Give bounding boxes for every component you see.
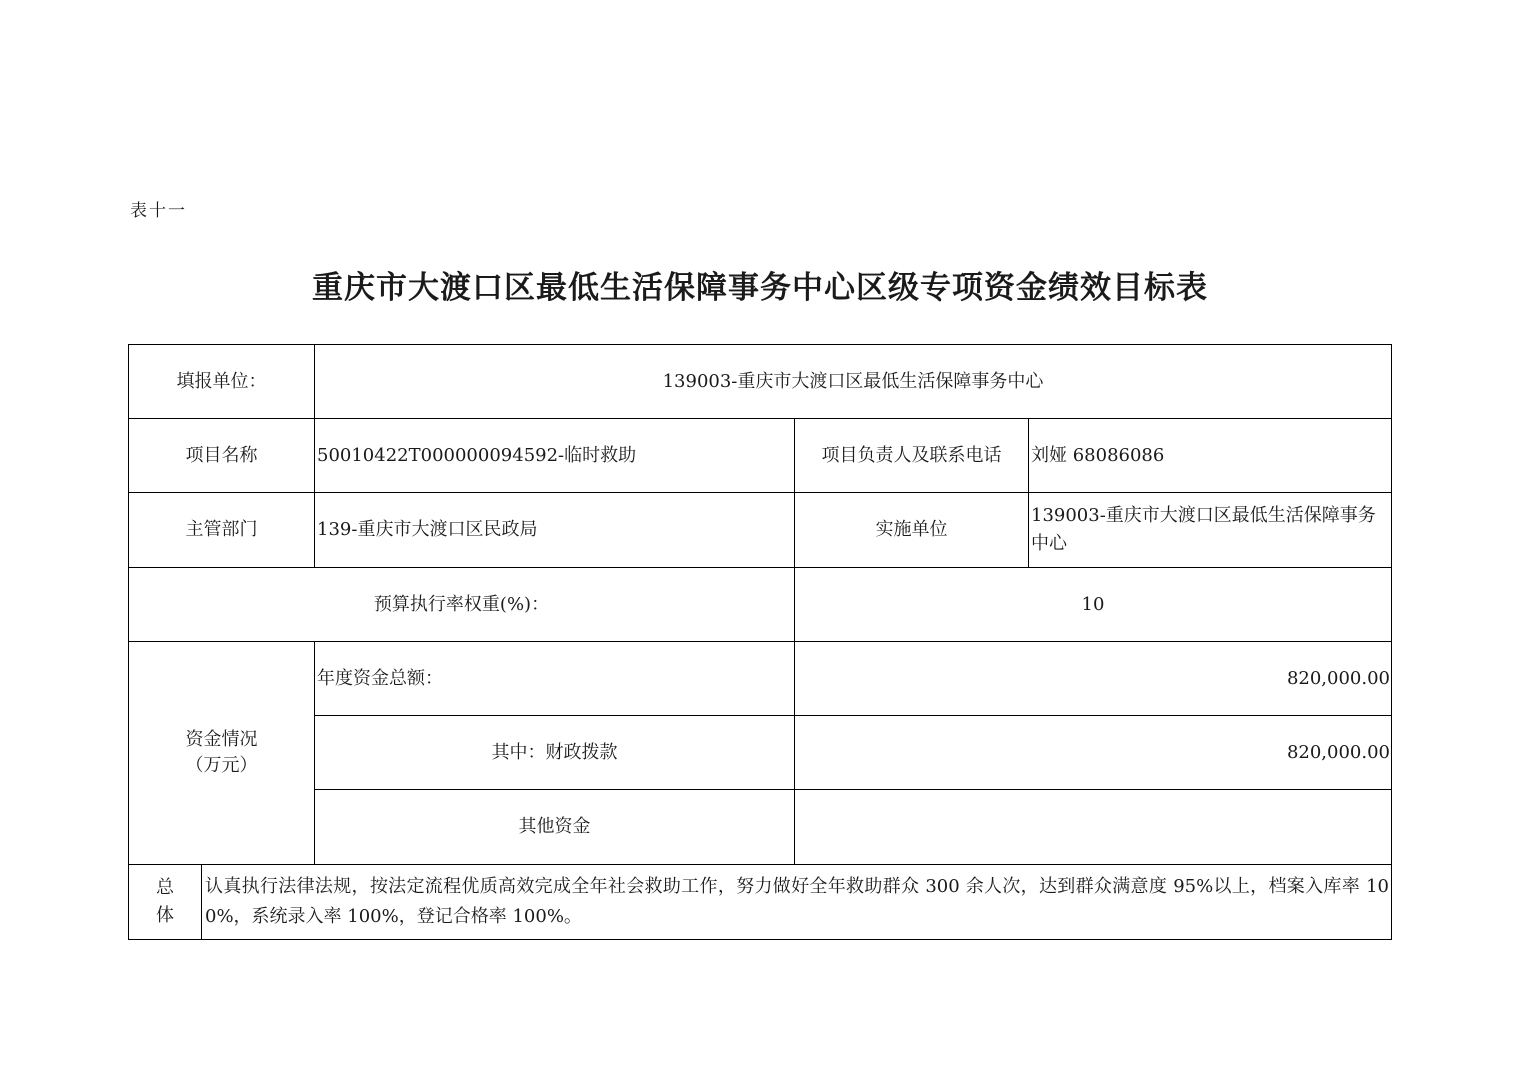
other-funds-label: 其他资金 [314,789,795,865]
funds-label [128,641,315,865]
performance-target-form [128,344,1392,940]
reporting-unit-value: 139003-重庆市大渡口区最低生活保障事务中心 [314,344,1392,419]
fiscal-allocation-value: 820,000.00 [794,715,1392,790]
budget-weight-value: 10 [794,567,1392,642]
project-name-label: 项目名称 [128,418,315,493]
funds-label-line1: 资金情况 [185,729,258,750]
annual-total-label: 年度资金总额： [314,641,795,716]
overall-target-label [128,864,202,940]
implementing-unit-label: 实施单位 [794,492,1029,568]
reporting-unit-label: 填报单位： [128,344,315,419]
department-label: 主管部门 [128,492,315,568]
page-title: 重庆市大渡口区最低生活保障事务中心区级专项资金绩效目标表 [312,270,1208,306]
budget-weight-label: 预算执行率权重(%)： [128,567,795,642]
overall-label-line2: 体 [156,905,174,926]
funds-label-line2: （万元） [185,755,258,776]
overall-label-line1: 总 [156,877,174,898]
overall-target-text: 认真执行法律法规，按法定流程优质高效完成全年社会救助工作，努力做好全年救助群众 300 余人次，达到群众满意度 95%以上，档案入库率 100%，系统录入率 100%，登记合格率 100%。 [201,864,1392,940]
other-funds-value [794,789,1392,865]
project-lead-value: 刘娅 68086086 [1028,418,1392,493]
project-lead-label: 项目负责人及联系电话 [794,418,1029,493]
annual-total-value: 820,000.00 [794,641,1392,716]
project-name-value: 50010422T000000094592-临时救助 [314,418,795,493]
department-value: 139-重庆市大渡口区民政局 [314,492,795,568]
fiscal-allocation-label: 其中：财政拨款 [314,715,795,790]
table-number-label: 表十一 [130,201,187,221]
implementing-unit-value: 139003-重庆市大渡口区最低生活保障事务中心 [1028,492,1392,568]
